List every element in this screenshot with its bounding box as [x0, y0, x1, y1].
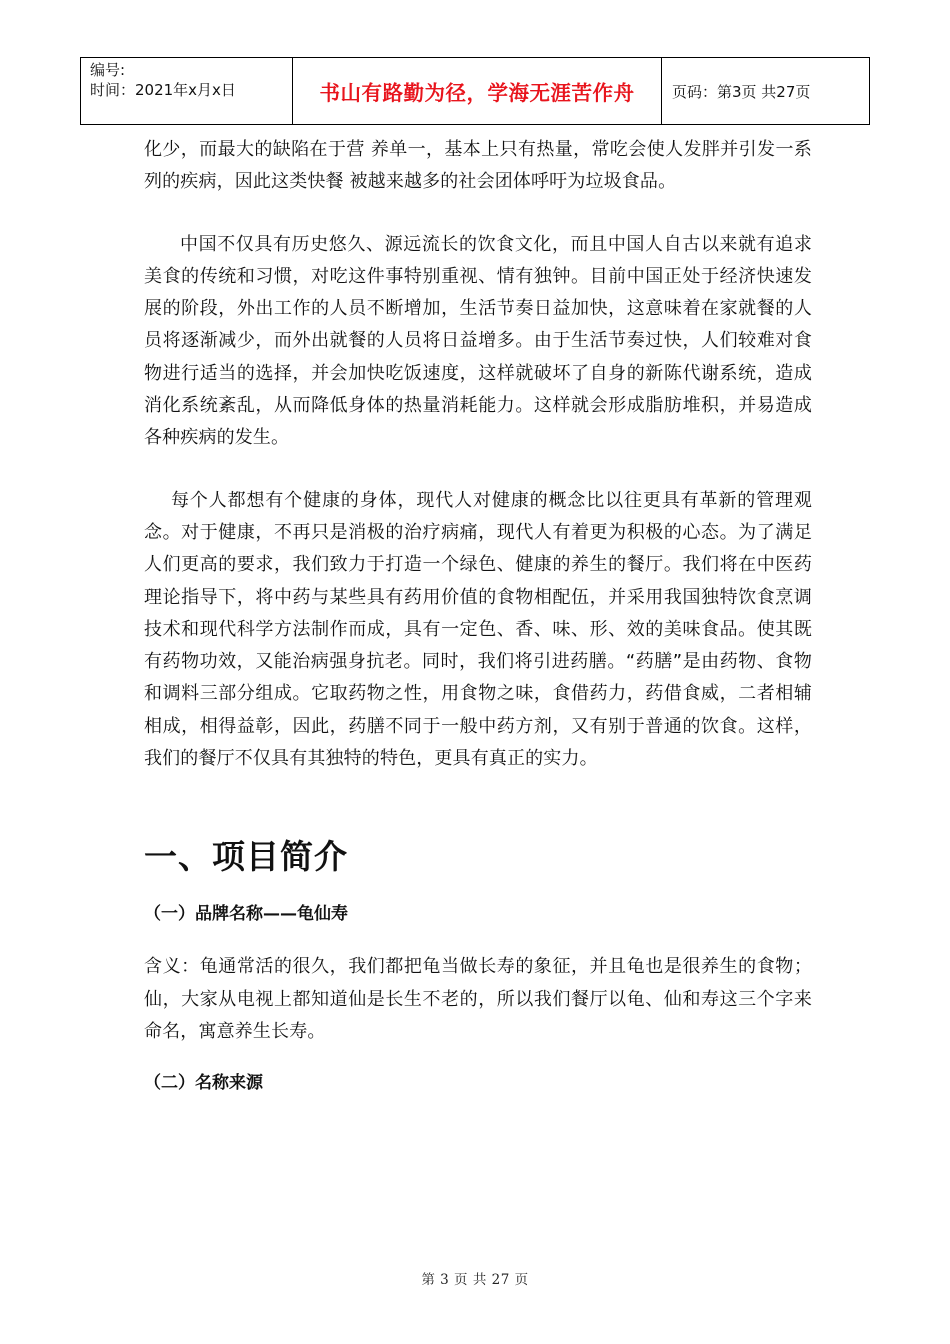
- paragraph-chinese-food-culture: 中国不仅具有历史悠久、源远流长的饮食文化，而且中国人自古以来就有追求美食的传统和习惯，对吃这件事特别重视、情有独钟。目前中国正处于经济快速发展的阶段，外出工作的人员不断增加，生活节奏日益加快，这意味着在家就餐的人员将逐渐减少，而外出就餐的人员将日益增多。由于生活节奏过快，人们较难对食物进行适当的选择，并会加快吃饭速度，这样就破坏了自身的新陈代谢系统，造成消化系统紊乱，从而降低身体的热量消耗能力。这样就会形成脂肪堆积，并易造成各种疾病的发生。: [144, 233, 812, 449]
- paragraph-spacer: [144, 199, 812, 229]
- section-title: 一、项目简介: [144, 837, 348, 877]
- page-header: [80, 57, 870, 125]
- document-number-label: 编号:: [90, 61, 126, 79]
- header-page-info: 页码：第3页 共27页: [662, 58, 870, 125]
- header-meta-cell: [81, 58, 293, 125]
- document-body: [144, 134, 812, 1098]
- header-motto: 书山有路勤为径，学海无涯苦作舟: [293, 58, 662, 125]
- paragraph-spacer: [144, 1048, 812, 1068]
- paragraph-fast-food: 化少，而最大的缺陷在于营 养单一，基本上只有热量，常吃会使人发胖并引发一系列的疾病，因此这类快餐 被越来越多的社会团体呼吁为垃圾食品。: [144, 139, 812, 193]
- paragraph-health-concept: 每个人都想有个健康的身体，现代人对健康的概念比以往更具有革新的管理观念。对于健康，不再只是消极的治疗病痛，现代人有着更为积极的心态。为了满足人们更高的要求，我们致力于打造一个绿色、健康的养生的餐厅。我们将在中医药理论指导下，将中药与某些具有药用价值的食物相配伍，并采用我国独特饮食烹调技术和现代科学方法制作而成，具有一定色、香、味、形、效的美味食品。使其既有药物功效，又能治病强身抗老。同时，我们将引进药膳。“药膳”是由药物、食物和调料三部分组成。它取药物之性，用食物之味，食借药力，药借食威，二者相辅相成，相得益彰，因此，药膳不同于一般中药方剂，又有别于普通的饮食。这样，我们的餐厅不仅具有其独特的特色，更具有真正的实力。: [144, 489, 812, 770]
- subsection-brand-name: （一）品牌名称——龟仙寿: [144, 904, 348, 925]
- section-spacer: [144, 879, 812, 899]
- paragraph-spacer: [144, 929, 812, 951]
- page-footer: 第 3 页 共 27 页: [421, 1272, 529, 1288]
- paragraph-name-meaning: 含义：龟通常活的很久，我们都把龟当做长寿的象征，并且龟也是很养生的食物；仙，大家从电视上都知道仙是长生不老的，所以我们餐厅以龟、仙和寿这三个字来命名，寓意养生长寿。: [144, 956, 812, 1042]
- subsection-name-origin: （二）名称来源: [144, 1073, 263, 1094]
- document-time-label: 时间：2021年x月x日: [90, 81, 236, 99]
- section-spacer: [144, 775, 812, 835]
- paragraph-spacer: [144, 455, 812, 485]
